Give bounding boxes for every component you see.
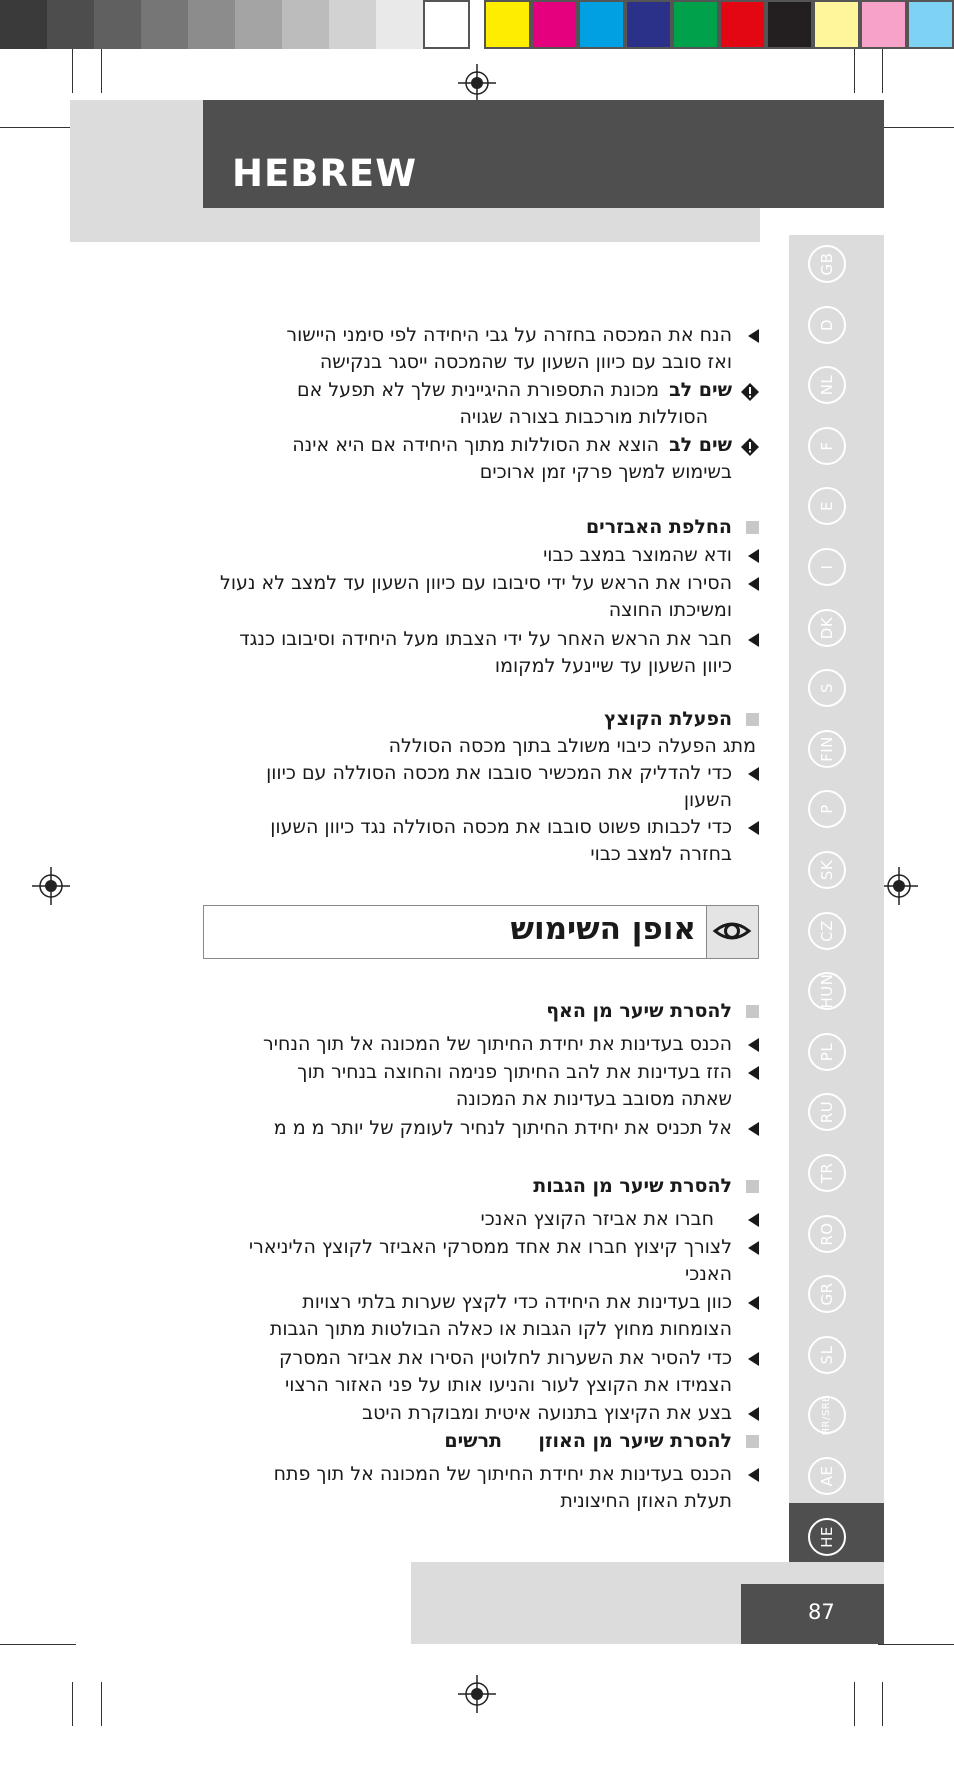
language-tab-he[interactable] bbox=[808, 1518, 846, 1556]
language-tab-nl[interactable] bbox=[808, 366, 846, 404]
list-item: בצע את הקיצוץ בתנועה איטית ומבוקרת היטב bbox=[362, 1402, 732, 1424]
warning-label: שים לב bbox=[669, 434, 732, 456]
list-item: לצורך קיצוץ חברו את אחד ממסרקי האביזר לקוצץ הליניארי bbox=[248, 1236, 732, 1258]
list-item: השעון bbox=[683, 789, 732, 811]
bullet-icon bbox=[748, 1213, 759, 1227]
gray-swatch bbox=[94, 0, 141, 49]
registration-mark-icon bbox=[32, 867, 70, 905]
language-tab-hun[interactable] bbox=[808, 972, 846, 1010]
language-code: RU bbox=[818, 1100, 836, 1124]
language-tab-fin[interactable] bbox=[808, 730, 846, 768]
crop-mark bbox=[882, 1682, 883, 1726]
section-heading: הפעלת הקוצץ bbox=[604, 708, 732, 730]
crop-mark bbox=[878, 1644, 954, 1645]
list-item: האנכי bbox=[684, 1263, 732, 1285]
gray-swatch bbox=[235, 0, 282, 49]
bullet-icon bbox=[748, 1468, 759, 1482]
bullet-icon bbox=[748, 1241, 759, 1255]
gray-swatch bbox=[188, 0, 235, 49]
language-code: F bbox=[818, 441, 836, 451]
bullet-icon bbox=[748, 1122, 759, 1136]
crop-mark bbox=[854, 49, 855, 93]
language-tab-cz[interactable] bbox=[808, 912, 846, 950]
section-marker-icon bbox=[746, 1180, 759, 1193]
process-color-swatch bbox=[907, 0, 954, 49]
process-color-swatch bbox=[484, 0, 531, 49]
crop-mark bbox=[854, 1682, 855, 1726]
page-title: HEBREW bbox=[232, 152, 418, 195]
language-code: E bbox=[818, 501, 836, 511]
language-tab-gb[interactable] bbox=[808, 245, 846, 283]
list-item: ודא שהמוצר במצב כבוי bbox=[543, 544, 732, 566]
crop-mark bbox=[101, 49, 102, 93]
gray-swatch bbox=[423, 0, 470, 49]
list-item: הכנס בעדינות את יחידת החיתוך של המכונה אל תוך הנחיר bbox=[262, 1033, 732, 1055]
warning-text: מכונת התספורת ההיגיינית שלך לא תפעל אם bbox=[296, 379, 659, 401]
language-tab-p[interactable] bbox=[808, 790, 846, 828]
list-item: הצומחות מחוץ לקו הגבות או כאלה הבולטות מתוך הגבות bbox=[269, 1318, 732, 1340]
language-code: P bbox=[818, 804, 836, 814]
language-code: PL bbox=[818, 1042, 836, 1062]
language-tab-ae[interactable] bbox=[808, 1457, 846, 1495]
process-color-swatch bbox=[672, 0, 719, 49]
list-item: הצמידו את הקוצץ לעור והניעו אותו על פני האזור הרצוי bbox=[284, 1374, 732, 1396]
language-tab-sk[interactable] bbox=[808, 851, 846, 889]
intro-line: הנח את המכסה בחזרה על גבי היחידה לפי סימני היישור bbox=[286, 324, 732, 346]
list-item: הזז בעדינות את להב החיתוך פנימה והחוצה בנחיר תוך bbox=[297, 1061, 732, 1083]
bullet-icon bbox=[748, 549, 759, 563]
bullet-icon bbox=[748, 1038, 759, 1052]
process-color-swatch bbox=[625, 0, 672, 49]
language-code: HUN bbox=[818, 973, 836, 1009]
crop-mark bbox=[0, 1644, 76, 1645]
warning-icon bbox=[740, 437, 760, 457]
warning-label: שים לב bbox=[669, 379, 732, 401]
language-code: RO bbox=[818, 1222, 836, 1246]
list-item: כדי לכבותו פשוט סובבו את מכסה הסוללה נגד כיוון השעון bbox=[270, 816, 732, 838]
language-code: SK bbox=[818, 859, 836, 881]
language-tab-d[interactable] bbox=[808, 306, 846, 344]
gray-swatch bbox=[0, 0, 47, 49]
language-code: I bbox=[818, 564, 836, 570]
language-code: GR bbox=[818, 1282, 836, 1306]
language-tab-sl[interactable] bbox=[808, 1336, 846, 1374]
language-code: NL bbox=[818, 374, 836, 396]
section-heading: להסרת שיער מן האף bbox=[546, 1000, 732, 1022]
gray-swatch bbox=[376, 0, 423, 49]
bullet-icon bbox=[748, 1352, 759, 1366]
registration-mark-icon bbox=[458, 64, 496, 102]
color-calibration-bar bbox=[0, 0, 954, 49]
section-marker-icon bbox=[746, 521, 759, 534]
gray-swatch bbox=[47, 0, 94, 49]
list-item: הכנס בעדינות את יחידת החיתוך של המכונה אל תוך פתח bbox=[273, 1463, 732, 1485]
language-tab-ru[interactable] bbox=[808, 1093, 846, 1131]
list-item: כדי להסיר את השערות לחלוטין הסירו את אביזר המסרק bbox=[279, 1347, 732, 1369]
warning-text: הסוללות מורכבות בצורה שגויה bbox=[459, 406, 708, 428]
gray-swatch bbox=[141, 0, 188, 49]
language-code: GB bbox=[818, 252, 836, 276]
list-item: חברו את אביזר הקוצץ האנכי bbox=[480, 1208, 714, 1230]
process-color-swatch bbox=[813, 0, 860, 49]
language-tab-tr[interactable] bbox=[808, 1154, 846, 1192]
intro-line: ואז סובב עם כיוון השעון עד שהמכסה ייסגר בנקישה bbox=[319, 351, 732, 373]
bullet-icon bbox=[748, 1066, 759, 1080]
language-code: HE bbox=[818, 1526, 836, 1548]
crop-mark bbox=[72, 49, 73, 93]
language-code: D bbox=[818, 318, 836, 332]
list-item: שאתה מסובב בעדינות את המכונה bbox=[455, 1088, 732, 1110]
gray-swatch bbox=[329, 0, 376, 49]
eye-icon-box bbox=[706, 906, 758, 958]
language-code: S bbox=[818, 682, 836, 694]
list-item: כדי להדליק את המכשיר סובבו את מכסה הסוללה עם כיוון bbox=[266, 762, 732, 784]
list-item: כוון בעדינות את היחידה כדי לקצץ שערות בלתי רצויות bbox=[302, 1291, 732, 1313]
bullet-icon bbox=[748, 821, 759, 835]
bullet-icon bbox=[748, 1407, 759, 1421]
section-marker-icon bbox=[746, 1005, 759, 1018]
language-code: DK bbox=[818, 616, 836, 640]
process-color-swatch bbox=[719, 0, 766, 49]
list-item: אל תכניס את יחידת החיתוך לנחיר לעומק של יותר מ מ מ bbox=[273, 1117, 732, 1139]
language-code: TR bbox=[818, 1162, 836, 1184]
language-tab-pl[interactable] bbox=[808, 1033, 846, 1071]
language-tab-f[interactable] bbox=[808, 427, 846, 465]
usage-title: אופן השימוש bbox=[510, 911, 696, 947]
language-code: SL bbox=[818, 1345, 836, 1365]
warning-icon bbox=[740, 382, 760, 402]
bullet-icon bbox=[748, 767, 759, 781]
diagram-label: תרשים bbox=[444, 1430, 502, 1452]
bullet-icon bbox=[748, 577, 759, 591]
registration-mark-icon bbox=[458, 1675, 496, 1713]
list-item: הסירו את הראש על ידי סיבובו עם כיוון השעון עד למצב לא נעול bbox=[220, 572, 732, 594]
list-item: בחזרה למצב כבוי bbox=[590, 843, 732, 865]
crop-mark bbox=[0, 127, 76, 128]
bullet-icon bbox=[748, 633, 759, 647]
warning-text: בשימוש למשך פרקי זמן ארוכים bbox=[479, 461, 732, 483]
list-item: חבר את הראש האחר על ידי הצבתו מעל היחידה וסיבובו כנגד bbox=[239, 628, 732, 650]
language-code: FIN bbox=[818, 736, 836, 762]
section-heading: החלפת האבזרים bbox=[585, 516, 732, 538]
registration-mark-icon bbox=[880, 867, 918, 905]
section-marker-icon bbox=[746, 713, 759, 726]
eye-icon bbox=[707, 906, 757, 956]
warning-text: הוצא את הסוללות מתוך היחידה אם היא אינה bbox=[292, 434, 659, 456]
bullet-icon bbox=[748, 329, 759, 343]
language-tab-dk[interactable] bbox=[808, 609, 846, 647]
process-color-swatch bbox=[531, 0, 578, 49]
language-code: AE bbox=[818, 1465, 836, 1487]
page-number: 87 bbox=[808, 1600, 835, 1624]
gray-swatch bbox=[282, 0, 329, 49]
bullet-icon bbox=[748, 1296, 759, 1310]
crop-mark bbox=[72, 1682, 73, 1726]
crop-mark bbox=[878, 127, 954, 128]
language-tab-i[interactable] bbox=[808, 548, 846, 586]
language-tab-s[interactable] bbox=[808, 669, 846, 707]
crop-mark bbox=[101, 1682, 102, 1726]
process-color-swatch bbox=[860, 0, 907, 49]
language-tab-gr[interactable] bbox=[808, 1275, 846, 1313]
language-tab-ro[interactable] bbox=[808, 1215, 846, 1253]
section-heading: להסרת שיער מן הגבות bbox=[533, 1175, 732, 1197]
language-code: HR/SRB bbox=[821, 1394, 832, 1436]
process-color-swatch bbox=[578, 0, 625, 49]
list-item: כיוון השעון עד שיינעל למקומו bbox=[494, 655, 732, 677]
language-code: CZ bbox=[818, 920, 836, 942]
crop-mark bbox=[882, 49, 883, 93]
list-item: ומשיכתו החוצה bbox=[608, 599, 732, 621]
process-color-swatch bbox=[766, 0, 813, 49]
section-marker-icon bbox=[746, 1435, 759, 1448]
section-note: מתג הפעלה כיבוי משולב בתוך מכסה הסוללה bbox=[388, 735, 756, 757]
language-tab-e[interactable] bbox=[808, 487, 846, 525]
list-item: תעלת האוזן החיצונית bbox=[560, 1490, 732, 1512]
section-heading: להסרת שיער מן האוזן bbox=[538, 1430, 732, 1452]
language-tab-hr-srb[interactable] bbox=[808, 1396, 846, 1434]
